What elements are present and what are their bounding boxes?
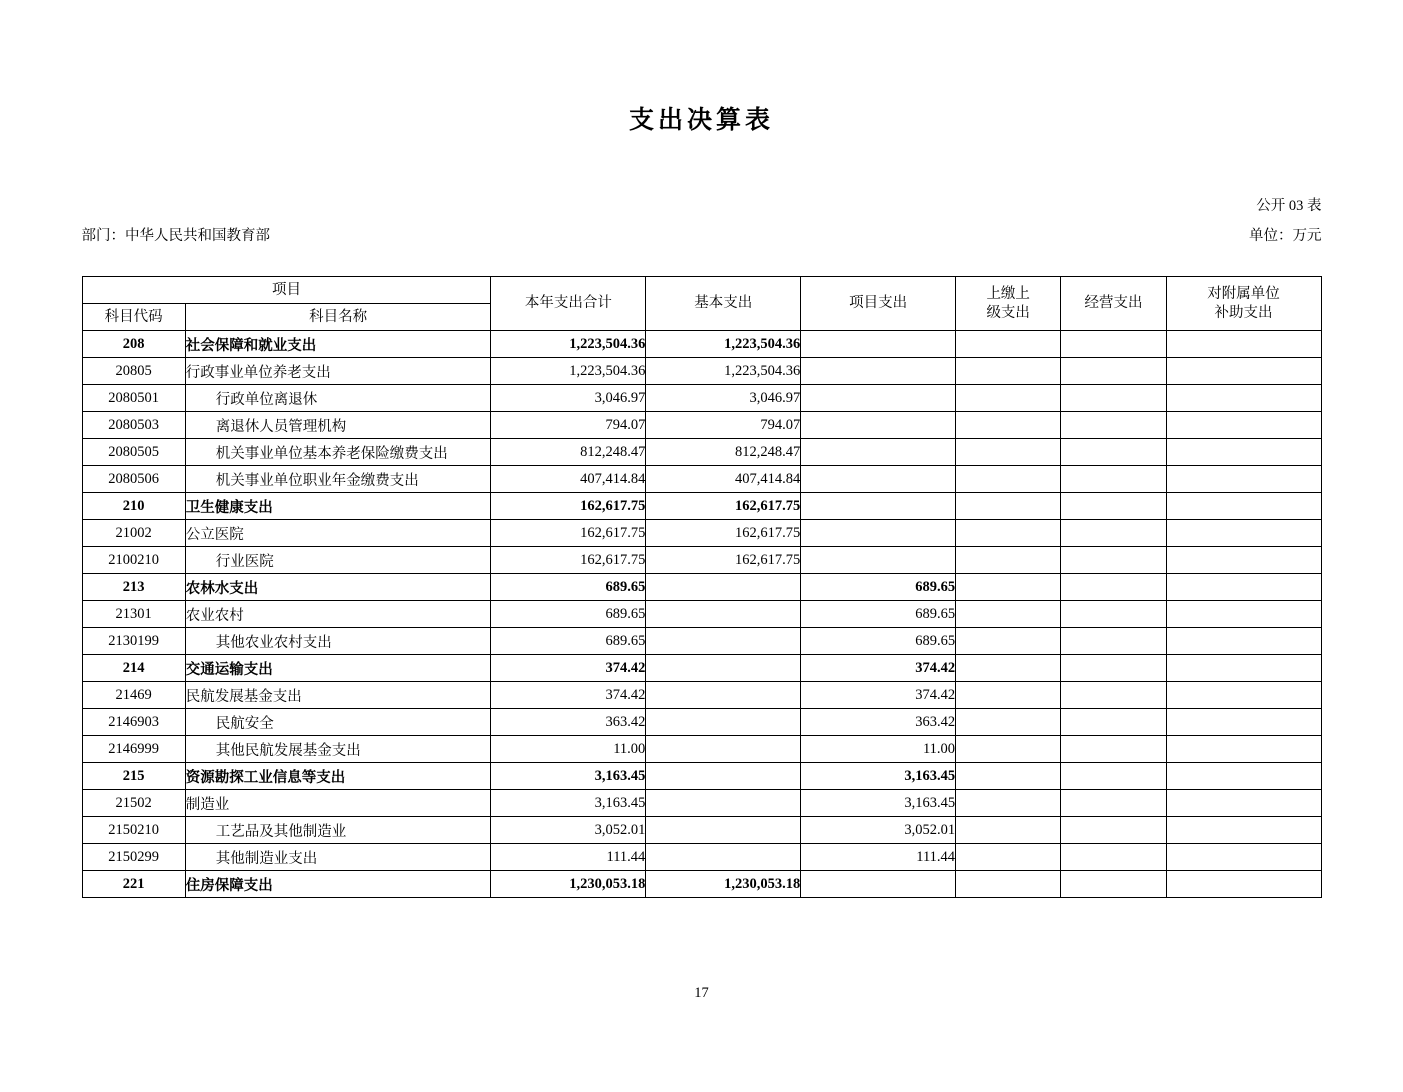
cell-subsidy	[1166, 736, 1321, 763]
cell-total: 407,414.84	[491, 466, 646, 493]
cell-project: 363.42	[801, 709, 956, 736]
cell-upper	[956, 682, 1061, 709]
cell-upper	[956, 547, 1061, 574]
cell-total: 3,046.97	[491, 385, 646, 412]
cell-total: 111.44	[491, 844, 646, 871]
table-head	[82, 277, 1321, 331]
cell-code: 221	[82, 871, 185, 898]
cell-upper	[956, 628, 1061, 655]
cell-name: 其他农业农村支出	[185, 628, 491, 655]
document-page	[0, 100, 1403, 1092]
cell-upper	[956, 736, 1061, 763]
cell-total: 162,617.75	[491, 547, 646, 574]
cell-basic	[646, 790, 801, 817]
cell-subsidy	[1166, 439, 1321, 466]
cell-basic	[646, 763, 801, 790]
cell-name: 公立医院	[185, 520, 491, 547]
cell-upper	[956, 817, 1061, 844]
table-header-row-1	[82, 277, 1321, 304]
cell-project: 689.65	[801, 574, 956, 601]
table-row	[82, 574, 1321, 601]
table-row	[82, 520, 1321, 547]
cell-basic	[646, 682, 801, 709]
cell-subsidy	[1166, 682, 1321, 709]
cell-business	[1061, 385, 1166, 412]
header-upper-transfer	[956, 277, 1061, 331]
cell-name: 卫生健康支出	[185, 493, 491, 520]
header-subsidy-line2: 补助支出	[1214, 304, 1273, 321]
header-code: 科目代码	[82, 304, 185, 331]
cell-total: 3,052.01	[491, 817, 646, 844]
cell-business	[1061, 547, 1166, 574]
cell-name: 交通运输支出	[185, 655, 491, 682]
cell-business	[1061, 412, 1166, 439]
cell-name: 社会保障和就业支出	[185, 331, 491, 358]
cell-code: 213	[82, 574, 185, 601]
table-body	[82, 331, 1321, 898]
cell-business	[1061, 655, 1166, 682]
cell-basic: 162,617.75	[646, 520, 801, 547]
cell-business	[1061, 709, 1166, 736]
cell-basic	[646, 655, 801, 682]
cell-upper	[956, 763, 1061, 790]
table-row	[82, 844, 1321, 871]
cell-code: 215	[82, 763, 185, 790]
unit-label: 单位：万元	[1249, 228, 1322, 244]
cell-upper	[956, 871, 1061, 898]
cell-project	[801, 493, 956, 520]
table-row	[82, 385, 1321, 412]
cell-basic: 3,046.97	[646, 385, 801, 412]
form-label: 公开 03 表	[1256, 198, 1322, 214]
cell-project	[801, 466, 956, 493]
cell-total: 374.42	[491, 682, 646, 709]
header-business: 经营支出	[1061, 277, 1166, 331]
header-basic: 基本支出	[646, 277, 801, 331]
cell-code: 21301	[82, 601, 185, 628]
cell-subsidy	[1166, 628, 1321, 655]
cell-upper	[956, 574, 1061, 601]
cell-code: 208	[82, 331, 185, 358]
cell-code: 2080503	[82, 412, 185, 439]
cell-name: 民航发展基金支出	[185, 682, 491, 709]
cell-business	[1061, 790, 1166, 817]
cell-name: 机关事业单位基本养老保险缴费支出	[185, 439, 491, 466]
cell-code: 2130199	[82, 628, 185, 655]
cell-project: 374.42	[801, 655, 956, 682]
cell-subsidy	[1166, 790, 1321, 817]
table-row	[82, 871, 1321, 898]
cell-code: 21469	[82, 682, 185, 709]
cell-business	[1061, 601, 1166, 628]
header-item-group: 项目	[82, 277, 491, 304]
cell-basic: 1,223,504.36	[646, 331, 801, 358]
cell-project: 689.65	[801, 601, 956, 628]
cell-name: 离退休人员管理机构	[185, 412, 491, 439]
cell-business	[1061, 493, 1166, 520]
table-row	[82, 412, 1321, 439]
cell-subsidy	[1166, 466, 1321, 493]
cell-code: 2146903	[82, 709, 185, 736]
cell-code: 2080506	[82, 466, 185, 493]
cell-upper	[956, 601, 1061, 628]
cell-upper	[956, 439, 1061, 466]
cell-name: 民航安全	[185, 709, 491, 736]
cell-upper	[956, 358, 1061, 385]
cell-name: 行政事业单位养老支出	[185, 358, 491, 385]
header-upper-transfer-line2: 级支出	[986, 304, 1030, 321]
cell-code: 210	[82, 493, 185, 520]
cell-basic: 812,248.47	[646, 439, 801, 466]
cell-subsidy	[1166, 709, 1321, 736]
cell-project: 11.00	[801, 736, 956, 763]
cell-subsidy	[1166, 817, 1321, 844]
header-upper-transfer-line1: 上缴上	[986, 286, 1030, 303]
cell-basic: 1,230,053.18	[646, 871, 801, 898]
cell-project: 3,163.45	[801, 790, 956, 817]
table-row	[82, 790, 1321, 817]
cell-code: 2080505	[82, 439, 185, 466]
cell-subsidy	[1166, 358, 1321, 385]
cell-subsidy	[1166, 547, 1321, 574]
cell-subsidy	[1166, 574, 1321, 601]
table-row	[82, 736, 1321, 763]
cell-total: 374.42	[491, 655, 646, 682]
cell-basic	[646, 736, 801, 763]
cell-subsidy	[1166, 844, 1321, 871]
cell-code: 2100210	[82, 547, 185, 574]
cell-upper	[956, 844, 1061, 871]
table-row	[82, 817, 1321, 844]
cell-subsidy	[1166, 520, 1321, 547]
cell-business	[1061, 628, 1166, 655]
cell-total: 1,223,504.36	[491, 358, 646, 385]
cell-name: 资源勘探工业信息等支出	[185, 763, 491, 790]
cell-project	[801, 331, 956, 358]
cell-name: 制造业	[185, 790, 491, 817]
header-subsidy-line1: 对附属单位	[1207, 286, 1280, 303]
cell-basic	[646, 628, 801, 655]
cell-business	[1061, 520, 1166, 547]
cell-project	[801, 547, 956, 574]
cell-basic: 794.07	[646, 412, 801, 439]
cell-total: 3,163.45	[491, 790, 646, 817]
cell-total: 1,223,504.36	[491, 331, 646, 358]
table-row	[82, 709, 1321, 736]
cell-name: 住房保障支出	[185, 871, 491, 898]
cell-project	[801, 871, 956, 898]
cell-business	[1061, 358, 1166, 385]
cell-basic	[646, 709, 801, 736]
cell-code: 2150299	[82, 844, 185, 871]
cell-name: 农业农村	[185, 601, 491, 628]
cell-subsidy	[1166, 493, 1321, 520]
cell-upper	[956, 412, 1061, 439]
cell-business	[1061, 736, 1166, 763]
cell-project: 689.65	[801, 628, 956, 655]
cell-total: 794.07	[491, 412, 646, 439]
cell-name: 行政单位离退休	[185, 385, 491, 412]
document-meta	[81, 136, 1322, 244]
cell-business	[1061, 871, 1166, 898]
cell-business	[1061, 817, 1166, 844]
department-label: 部门：中华人民共和国教育部	[81, 228, 270, 244]
cell-business	[1061, 574, 1166, 601]
cell-upper	[956, 655, 1061, 682]
table-row	[82, 466, 1321, 493]
cell-subsidy	[1166, 655, 1321, 682]
cell-subsidy	[1166, 871, 1321, 898]
cell-project: 374.42	[801, 682, 956, 709]
cell-code: 2080501	[82, 385, 185, 412]
cell-code: 21002	[82, 520, 185, 547]
cell-upper	[956, 520, 1061, 547]
cell-upper	[956, 331, 1061, 358]
cell-total: 812,248.47	[491, 439, 646, 466]
header-total: 本年支出合计	[491, 277, 646, 331]
cell-basic	[646, 844, 801, 871]
cell-total: 162,617.75	[491, 520, 646, 547]
page-number: 17	[694, 985, 709, 1001]
cell-project	[801, 358, 956, 385]
cell-upper	[956, 709, 1061, 736]
cell-project: 111.44	[801, 844, 956, 871]
cell-total: 689.65	[491, 628, 646, 655]
cell-business	[1061, 466, 1166, 493]
cell-code: 21502	[82, 790, 185, 817]
table-row	[82, 763, 1321, 790]
cell-upper	[956, 385, 1061, 412]
cell-basic: 407,414.84	[646, 466, 801, 493]
table-row	[82, 655, 1321, 682]
cell-total: 1,230,053.18	[491, 871, 646, 898]
cell-upper	[956, 466, 1061, 493]
cell-subsidy	[1166, 385, 1321, 412]
cell-project	[801, 412, 956, 439]
cell-basic: 1,223,504.36	[646, 358, 801, 385]
cell-business	[1061, 763, 1166, 790]
cell-upper	[956, 790, 1061, 817]
cell-project	[801, 439, 956, 466]
table-row	[82, 358, 1321, 385]
cell-code: 214	[82, 655, 185, 682]
cell-upper	[956, 493, 1061, 520]
cell-basic	[646, 817, 801, 844]
cell-name: 机关事业单位职业年金缴费支出	[185, 466, 491, 493]
table-row	[82, 601, 1321, 628]
expenditure-table	[82, 276, 1322, 898]
cell-project	[801, 520, 956, 547]
cell-basic: 162,617.75	[646, 493, 801, 520]
cell-code: 2150210	[82, 817, 185, 844]
header-subsidy	[1166, 277, 1321, 331]
cell-basic	[646, 574, 801, 601]
cell-total: 689.65	[491, 574, 646, 601]
table-row	[82, 493, 1321, 520]
cell-name: 行业医院	[185, 547, 491, 574]
table-row	[82, 439, 1321, 466]
cell-subsidy	[1166, 763, 1321, 790]
cell-business	[1061, 844, 1166, 871]
cell-name: 农林水支出	[185, 574, 491, 601]
cell-name: 其他民航发展基金支出	[185, 736, 491, 763]
table-row	[82, 682, 1321, 709]
expenditure-table-wrapper	[82, 276, 1322, 898]
cell-total: 363.42	[491, 709, 646, 736]
cell-basic	[646, 601, 801, 628]
cell-project	[801, 385, 956, 412]
cell-subsidy	[1166, 412, 1321, 439]
table-row	[82, 547, 1321, 574]
table-row	[82, 331, 1321, 358]
cell-total: 3,163.45	[491, 763, 646, 790]
cell-project: 3,052.01	[801, 817, 956, 844]
cell-name: 其他制造业支出	[185, 844, 491, 871]
cell-subsidy	[1166, 331, 1321, 358]
cell-business	[1061, 439, 1166, 466]
cell-business	[1061, 331, 1166, 358]
header-name: 科目名称	[185, 304, 491, 331]
cell-total: 11.00	[491, 736, 646, 763]
cell-total: 689.65	[491, 601, 646, 628]
cell-subsidy	[1166, 601, 1321, 628]
cell-business	[1061, 682, 1166, 709]
cell-name: 工艺品及其他制造业	[185, 817, 491, 844]
cell-code: 20805	[82, 358, 185, 385]
cell-total: 162,617.75	[491, 493, 646, 520]
table-row	[82, 628, 1321, 655]
page-title: 支出决算表	[628, 105, 774, 134]
header-project: 项目支出	[801, 277, 956, 331]
cell-basic: 162,617.75	[646, 547, 801, 574]
cell-code: 2146999	[82, 736, 185, 763]
cell-project: 3,163.45	[801, 763, 956, 790]
